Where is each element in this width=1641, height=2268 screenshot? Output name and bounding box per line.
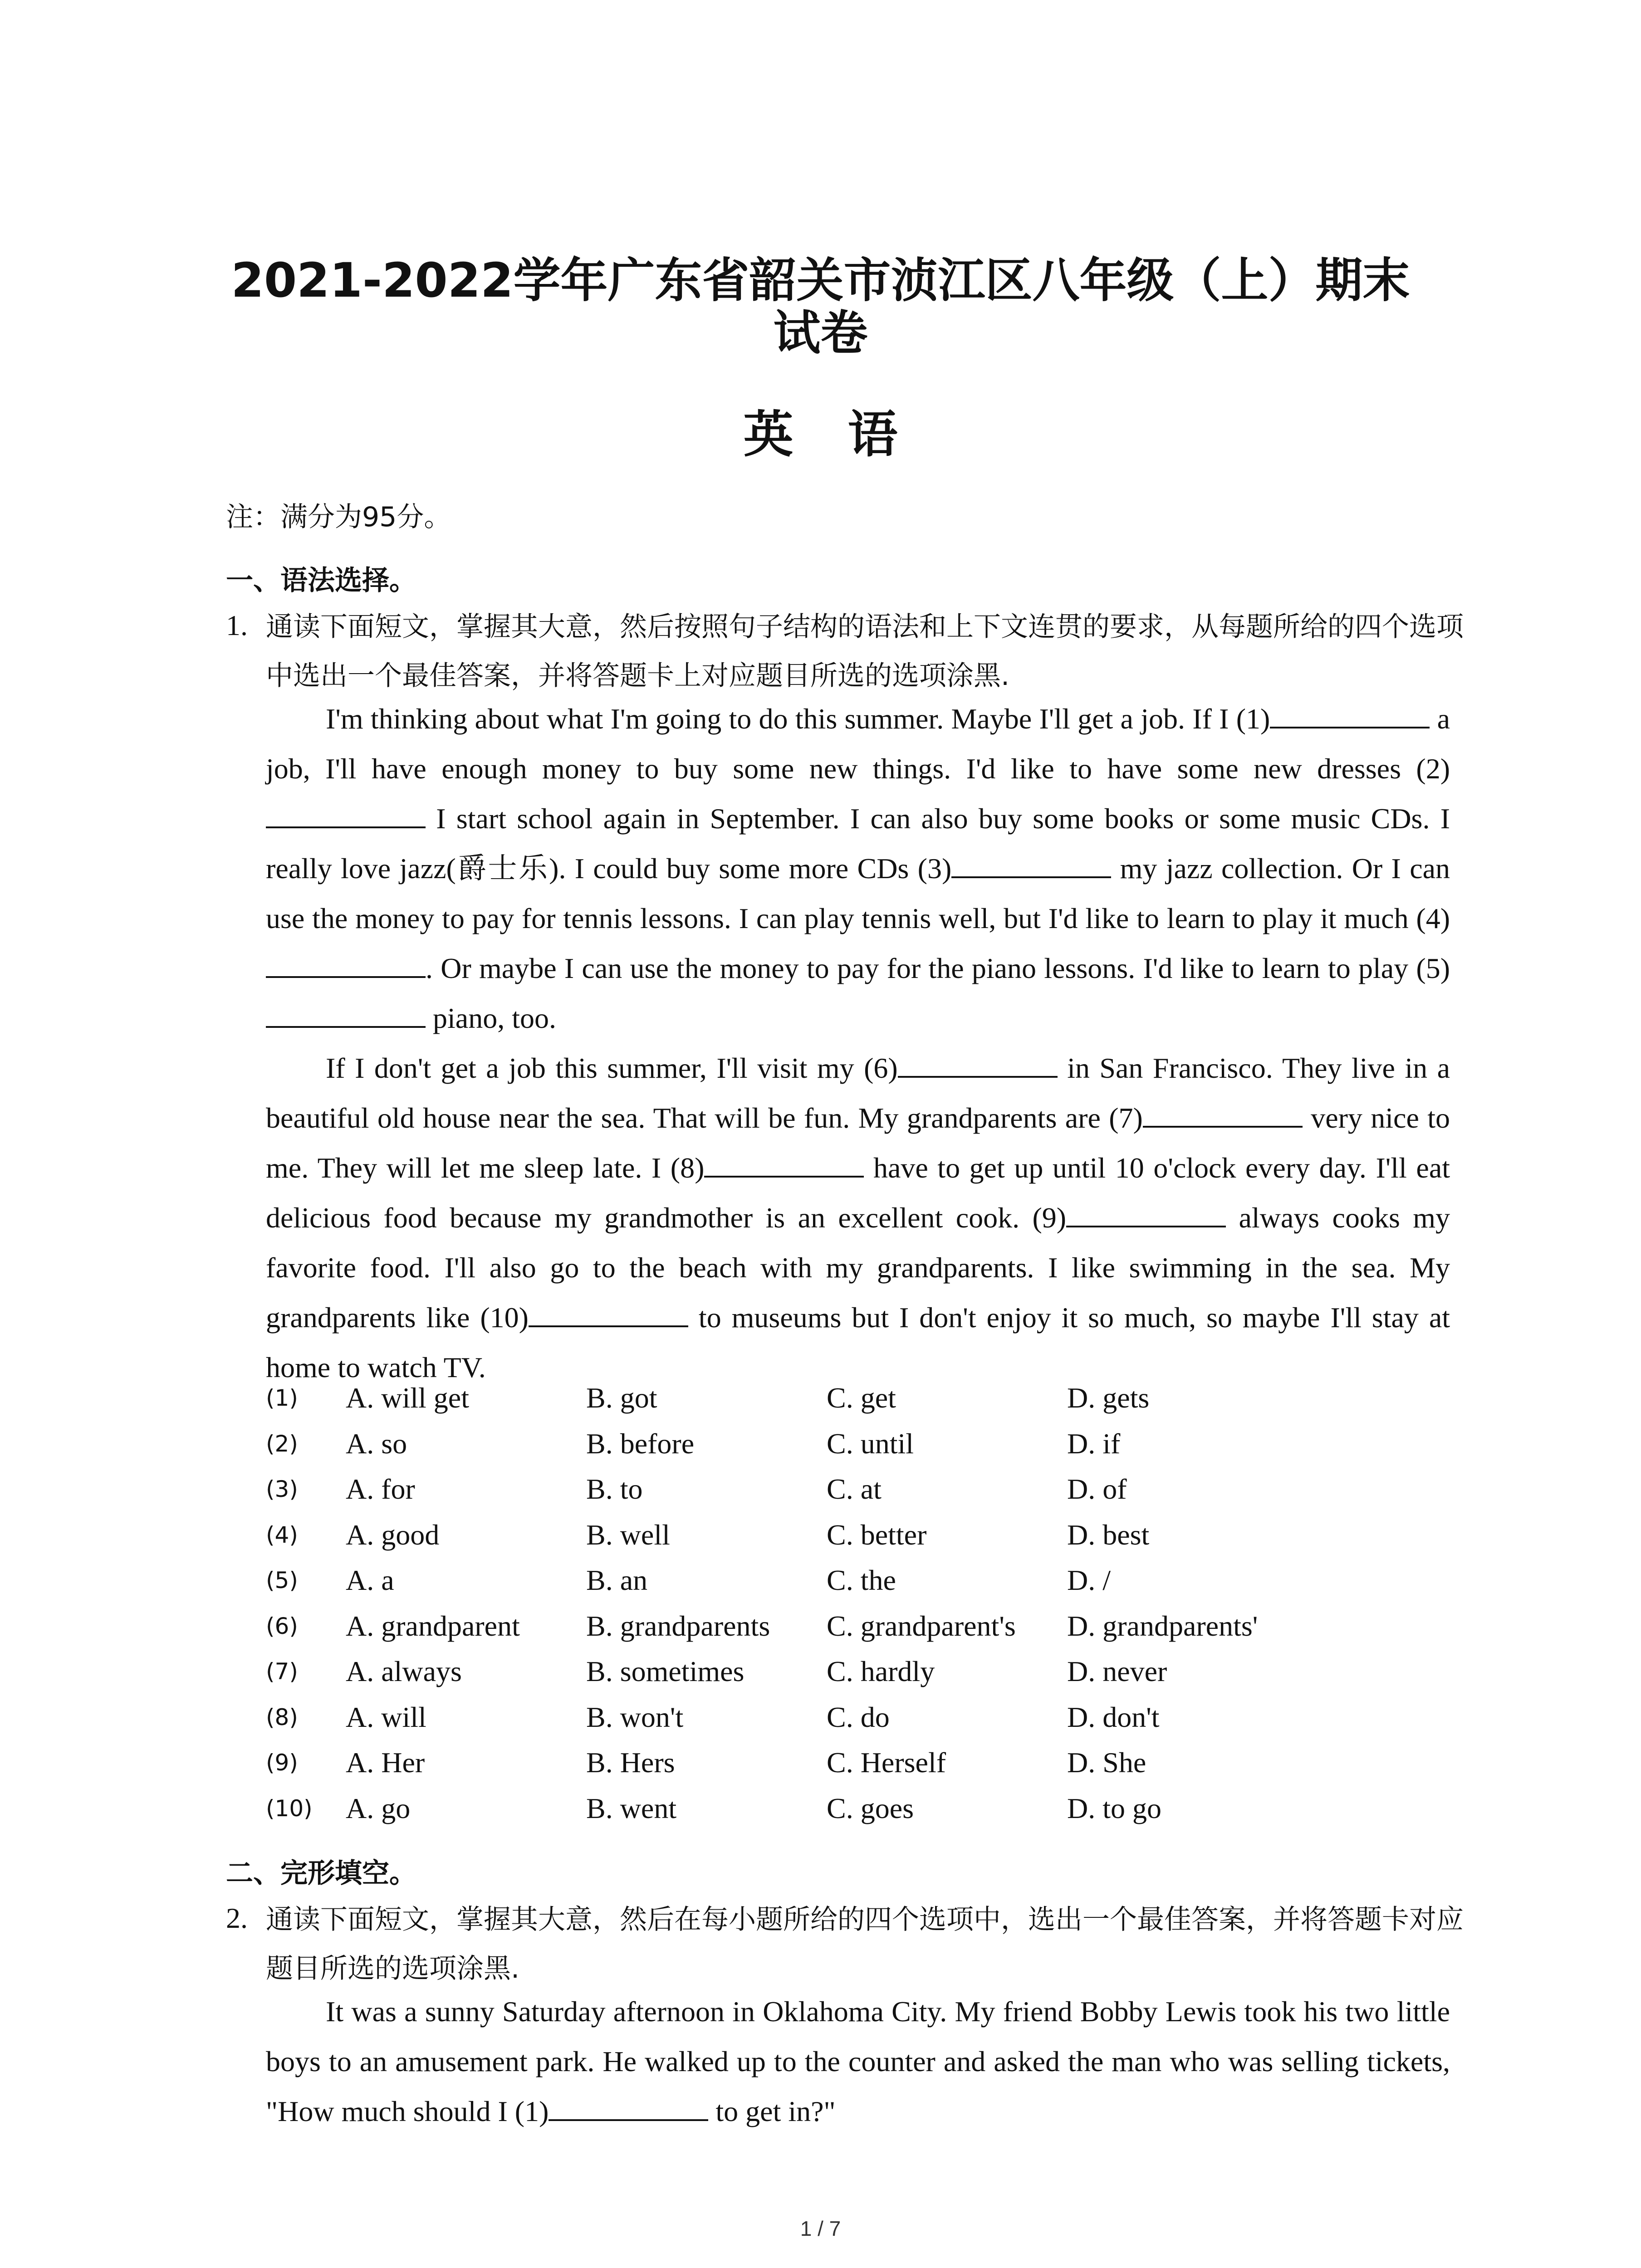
option-row: (9) A. Her B. Hers C. Herself D. She (266, 1740, 1450, 1786)
question-instruction: 通读下面短文，掌握其大意，然后按照句子结构的语法和上下文连贯的要求，从每题所给的四个选项中选出一个最佳答案，并将答题卡上对应题目所选的选项涂黑. (266, 611, 1464, 692)
option-row: (5) A. a B. an C. the D. / (266, 1558, 1450, 1603)
option-b[interactable]: B. won't (586, 1701, 684, 1733)
option-d[interactable]: D. don't (1067, 1701, 1160, 1733)
section-heading-grammar: 一、语法选择。 (226, 565, 416, 596)
question-instruction: 通读下面短文，掌握其大意，然后在每小题所给的四个选项中，选出一个最佳答案，并将答题卡对应题目所选的选项涂黑. (266, 1904, 1464, 1984)
option-b[interactable]: B. Hers (586, 1746, 675, 1779)
option-c[interactable]: C. get (827, 1382, 896, 1414)
option-b[interactable]: B. got (586, 1382, 657, 1414)
option-c[interactable]: C. until (827, 1427, 914, 1460)
option-d[interactable]: D. / (1067, 1564, 1111, 1597)
page-number: 1 / 7 (800, 2217, 841, 2240)
cloze-passage (266, 1987, 1450, 2136)
answer-blank[interactable] (951, 850, 1111, 878)
option-a[interactable]: A. a (346, 1564, 394, 1597)
option-c[interactable]: C. grandparent's (827, 1609, 1016, 1642)
option-c[interactable]: C. at (827, 1473, 882, 1505)
option-row: (4) A. good B. well C. better D. best (266, 1512, 1450, 1558)
option-b[interactable]: B. before (586, 1427, 695, 1460)
answer-options (266, 1375, 1450, 1831)
score-note: 注：满分为95分。 (226, 501, 451, 533)
option-a[interactable]: A. for (346, 1473, 415, 1505)
option-c[interactable]: C. Herself (827, 1746, 946, 1779)
option-d[interactable]: D. She (1067, 1746, 1146, 1779)
option-row: (1) A. will get B. got C. get D. gets (266, 1375, 1450, 1421)
option-row: (2) A. so B. before C. until D. if (266, 1421, 1450, 1467)
answer-blank[interactable] (1143, 1100, 1303, 1128)
option-a[interactable]: A. will get (346, 1382, 469, 1414)
option-row: (6) A. grandparent B. grandparents C. grandparent's D. grandparents' (266, 1603, 1450, 1649)
option-a[interactable]: A. Her (346, 1746, 425, 1779)
option-a[interactable]: A. grandparent (346, 1609, 520, 1642)
option-a[interactable]: A. will (346, 1701, 426, 1733)
option-c[interactable]: C. hardly (827, 1655, 935, 1688)
subject-heading: 英语 (743, 405, 952, 464)
option-c[interactable]: C. the (827, 1564, 896, 1597)
answer-blank[interactable] (704, 1149, 864, 1178)
option-row: (3) A. for B. to C. at D. of (266, 1466, 1450, 1512)
option-b[interactable]: B. sometimes (586, 1655, 745, 1688)
answer-blank[interactable] (1066, 1199, 1226, 1227)
option-c[interactable]: C. better (827, 1518, 927, 1551)
answer-blank[interactable] (1270, 700, 1430, 728)
option-a[interactable]: A. so (346, 1427, 407, 1460)
option-row: (8) A. will B. won't C. do D. don't (266, 1695, 1450, 1740)
answer-blank[interactable] (549, 2093, 708, 2121)
option-c[interactable]: C. do (827, 1701, 890, 1733)
option-d[interactable]: D. if (1067, 1427, 1121, 1460)
reading-passage (266, 694, 1450, 1393)
option-d[interactable]: D. to go (1067, 1792, 1161, 1824)
section-heading-cloze: 二、完形填空。 (226, 1857, 416, 1889)
option-b[interactable]: B. well (586, 1518, 670, 1551)
exam-title-line1: 2021-2022学年广东省韶关市浈江区八年级（上）期末 (231, 253, 1410, 308)
option-d[interactable]: D. never (1067, 1655, 1167, 1688)
question-number: 1. (226, 609, 248, 641)
option-row: (7) A. always B. sometimes C. hardly D. never (266, 1649, 1450, 1695)
option-c[interactable]: C. goes (827, 1792, 914, 1824)
option-a[interactable]: A. always (346, 1655, 462, 1688)
question-number: 2. (226, 1902, 248, 1934)
exam-title-line2: 试卷 (773, 305, 868, 361)
answer-blank[interactable] (898, 1050, 1058, 1078)
passage-paragraph: It was a sunny Saturday afternoon in Oklahoma City. My friend Bobby Lewis took his two little boys to an amusement park. He walked up to the counter and asked the man who was selling tickets, "How much should I (1) to get in?" (266, 1995, 1450, 2127)
option-d[interactable]: D. grandparents' (1067, 1609, 1258, 1642)
option-b[interactable]: B. to (586, 1473, 643, 1505)
option-d[interactable]: D. best (1067, 1518, 1150, 1551)
answer-blank[interactable] (266, 800, 426, 828)
answer-blank[interactable] (266, 950, 426, 978)
option-d[interactable]: D. of (1067, 1473, 1127, 1505)
option-b[interactable]: B. grandparents (586, 1609, 770, 1642)
passage-paragraph: I'm thinking about what I'm going to do this summer. Maybe I'll get a job. If I (1) a job, I'll have enough money to buy some new things. I'd like to have some new dresses (2) I start school again in September. I can also buy some books or some music CDs. I really love jazz(爵士乐). I could buy some more CDs (3) my jazz collection. Or I can use the money to pay for tennis lessons. I can play tennis well, but I'd like to learn to play it much (4). Or maybe I can use the money to pay for the piano lessons. I'd like to learn to play (5) piano, too. (266, 694, 1450, 1043)
answer-blank[interactable] (529, 1299, 688, 1327)
option-a[interactable]: A. good (346, 1518, 440, 1551)
passage-paragraph: If I don't get a job this summer, I'll visit my (6) in San Francisco. They live in a beautiful old house near the sea. That will be fun. My grandparents are (7) very nice to me. They will let me sleep late. I (8) have to get up until 10 o'clock every day. I'll eat delicious food because my grandmother is an excellent cook. (9) always cooks my favorite food. I'll also go to the beach with my grandparents. I like swimming in the sea. My grandparents like (10) to museums but I don't enjoy it so much, so maybe I'll stay at home to watch TV. (266, 1043, 1450, 1393)
option-d[interactable]: D. gets (1067, 1382, 1150, 1414)
answer-blank[interactable] (266, 1000, 426, 1028)
option-row: (10) A. go B. went C. goes D. to go (266, 1786, 1450, 1832)
option-b[interactable]: B. an (586, 1564, 648, 1597)
option-a[interactable]: A. go (346, 1792, 411, 1824)
option-b[interactable]: B. went (586, 1792, 677, 1824)
